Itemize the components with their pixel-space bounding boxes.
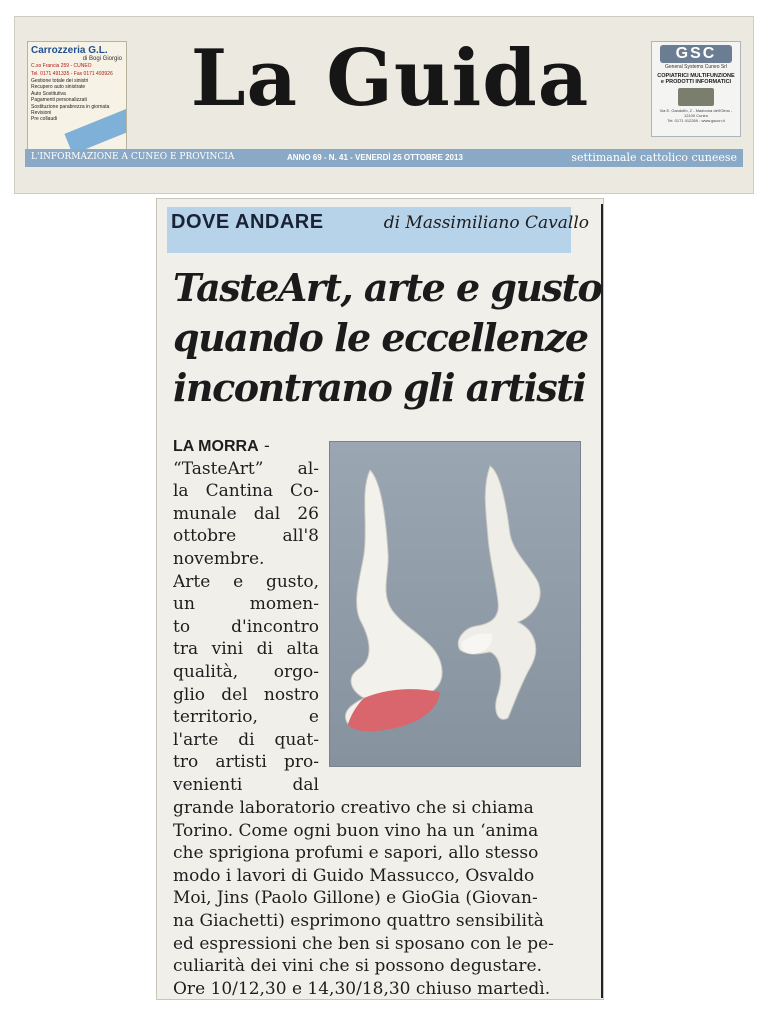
body-line: culiarità dei vini che si possono degustare. [173,956,542,977]
ad-tagline-1: COPIATRICI MULTIFUNZIONE [657,73,735,79]
body-line: l'arte di quat- [173,729,319,750]
article-clipping [156,198,604,1000]
ad-owner: di Bogi Giorgio [82,56,122,62]
body-line: un momen- [173,594,319,615]
newspaper-masthead [14,16,754,194]
issue-info: ANNO 69 - N. 41 - VENERDÌ 25 OTTOBRE 2013 [287,153,463,162]
sculpture-photo [329,441,581,767]
gsc-logo: GSC [660,45,732,63]
ad-phone: Tel. 0171 491335 - Fax 0171 493926 [31,71,113,77]
rubric-title: DOVE ANDARE [171,211,324,233]
ad-company-name: General Systems Cuneo Srl [665,64,727,70]
body-line: tro artisti pro- [173,752,319,773]
body-line: “TasteArt” al- [173,458,319,479]
advertisement-gsc[interactable] [651,41,741,137]
body-line: qualità, orgo- [173,661,319,682]
ad-service-item: Revisioni [31,110,52,117]
body-line: novembre. [173,548,265,569]
headline-line: incontrano gli artisti [173,365,586,410]
ad-service-item: Recupero auto sinistrate [31,84,86,91]
article-body-wide [173,797,593,1000]
body-line: Moi, Jins (Paolo Gillone) e GioGia (Giovan- [173,888,538,909]
masthead-subtitle: settimanale cattolico cuneese [571,151,737,164]
body-line: tra vini di alta [173,639,319,660]
ad-address: C.so Francia 259 - CUNEO [31,63,92,69]
ad-service-item: Gestione totale dei sinistri [31,78,89,84]
body-line: modo i lavori di Guido Massucco, Osvaldo [173,865,535,886]
body-line: Arte e gusto, [173,571,319,592]
body-line: venienti dal [173,774,319,795]
ad-address: Via E. Gandolfo, 2 - Madonna dell'Olmo - 12100 Cuneo [659,108,733,118]
masthead-slogan: L'INFORMAZIONE A CUNEO E PROVINCIA [31,152,235,162]
ad-phone: Tel. 0171 412269 - www.gsccn.it [667,118,725,123]
body-line: grande laboratorio creativo che si chiama [173,798,534,818]
body-line: munale dal 26 [173,503,319,524]
body-line: ottobre all'8 [173,526,319,547]
body-line: Torino. Come ogni buon vino ha un ‘anima [173,820,539,841]
headline-line: quando le eccellenze [173,315,588,360]
article-headline [173,263,602,413]
article-lead-location: LA MORRA [173,438,259,455]
body-line: glio del nostro [173,684,319,705]
ad-service-item: Pagamenti personalizzati [31,97,87,104]
masthead-info-bar [25,149,743,167]
body-line: na Giachetti) esprimono quattro sensibilità [173,910,544,931]
article-body-narrow [173,435,319,797]
advertisement-carrozzeria[interactable] [27,41,127,151]
ad-tagline-2: e PRODOTTI INFORMATICI [660,79,732,85]
body-line: ed espressioni che ben si sposano con le pe- [173,933,554,954]
body-line: Ore 10/12,30 e 14,30/18,30 chiuso martedì. [173,978,551,999]
ad-company-name: Carrozzeria G.L. [31,45,108,56]
printer-icon [678,88,714,106]
sculpture-image [330,442,580,766]
body-line: la Cantina Co- [173,481,319,502]
body-line: territorio, e [173,707,319,728]
body-line: che sprigiona profumi e sapori, allo stesso [173,843,539,864]
ad-service-item: Pre collaudi [31,116,58,123]
body-line: LA MORRA - [173,436,270,456]
column-rule [601,204,603,998]
newspaper-logo: La Guida [190,33,590,124]
article-byline: di Massimiliano Cavallo [383,213,589,233]
ad-service-item: Auto Sostitutiva [31,90,66,97]
ad-service-item: Sostituzione parabrezza in giornata [31,103,110,110]
headline-line: TasteArt, arte e gusto [173,265,602,310]
body-line: to d'incontro [173,616,319,637]
